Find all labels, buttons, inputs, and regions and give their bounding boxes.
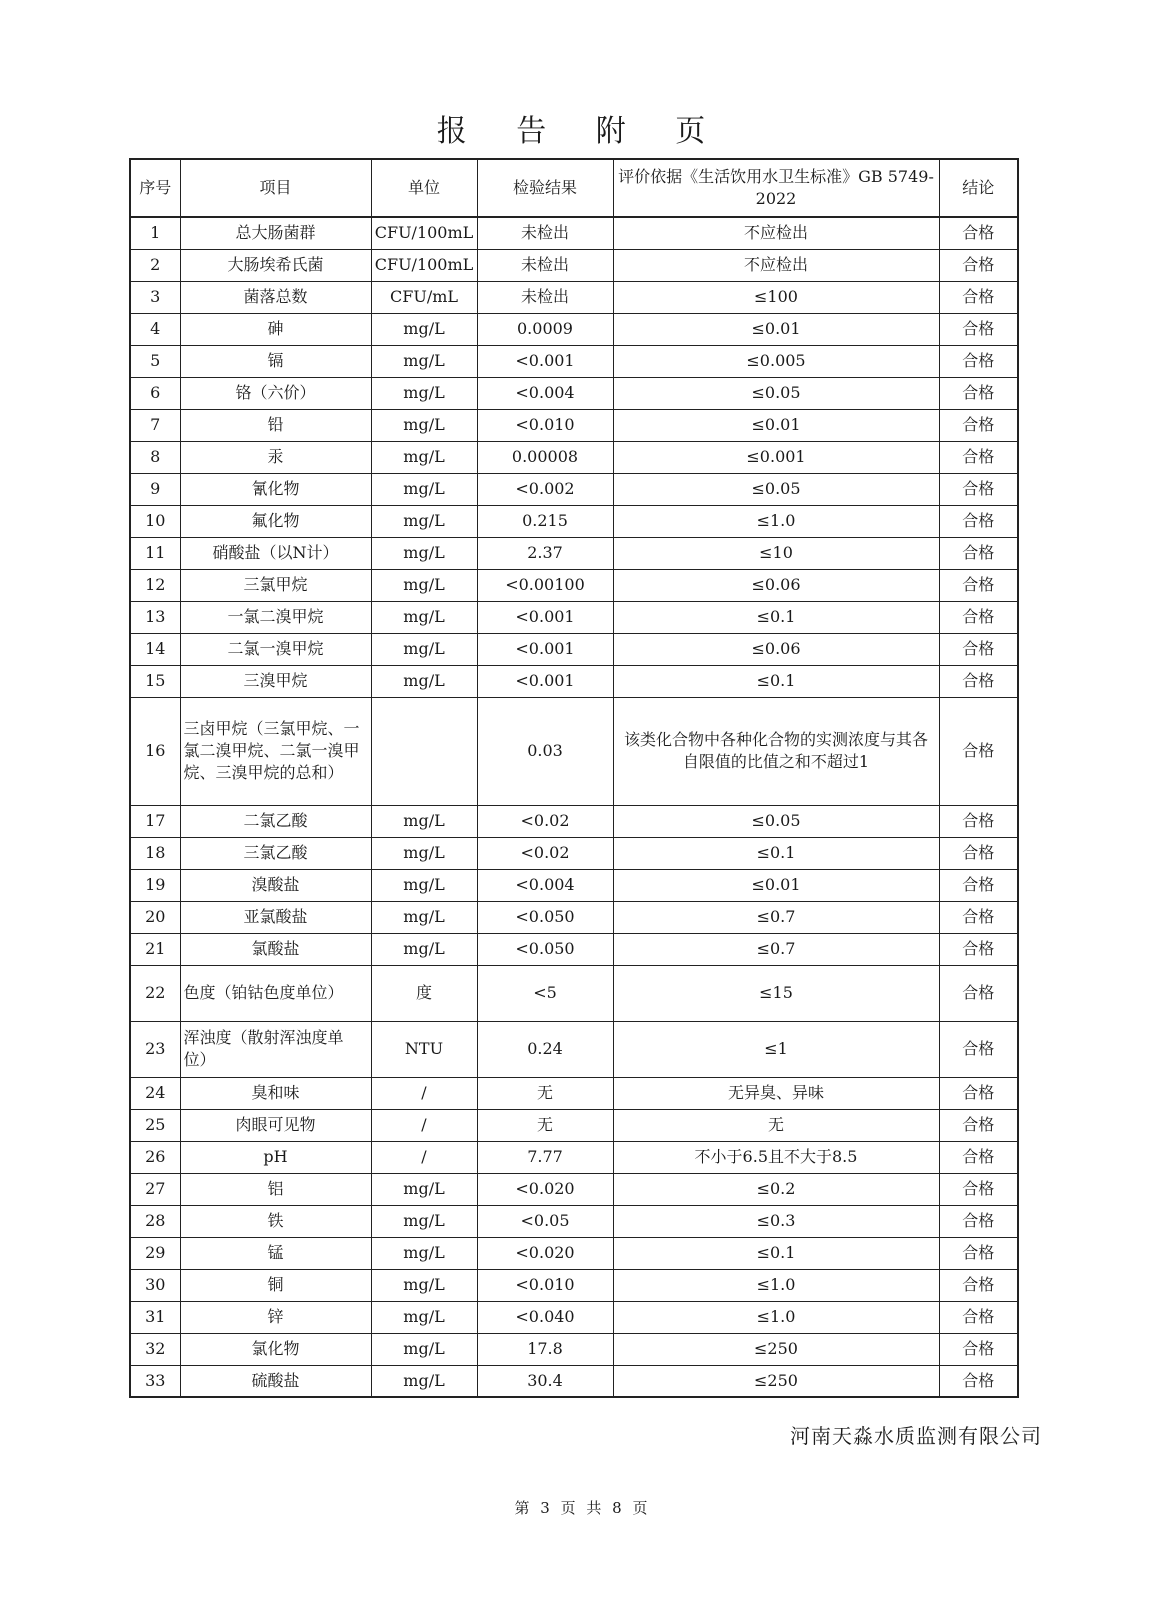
cell-unit: 度 xyxy=(371,965,477,1021)
cell-result: <0.050 xyxy=(477,901,613,933)
cell-no: 15 xyxy=(130,665,180,697)
cell-no: 24 xyxy=(130,1077,180,1109)
cell-standard: ≤10 xyxy=(613,537,939,569)
table-row xyxy=(130,1365,1018,1397)
cell-result: <0.02 xyxy=(477,805,613,837)
cell-standard: ≤100 xyxy=(613,281,939,313)
page-title: 报 告 附 页 xyxy=(436,114,726,149)
cell-result: 0.215 xyxy=(477,505,613,537)
cell-item: 三卤甲烷（三氯甲烷、一氯二溴甲烷、二氯一溴甲烷、三溴甲烷的总和） xyxy=(180,697,371,805)
cell-no: 20 xyxy=(130,901,180,933)
cell-conclusion: 合格 xyxy=(939,901,1018,933)
cell-result: 未检出 xyxy=(477,281,613,313)
cell-no: 7 xyxy=(130,409,180,441)
table-row xyxy=(130,805,1018,837)
cell-unit: mg/L xyxy=(371,1301,477,1333)
cell-conclusion: 合格 xyxy=(939,697,1018,805)
cell-result: 0.03 xyxy=(477,697,613,805)
cell-item: 臭和味 xyxy=(180,1077,371,1109)
cell-standard: ≤250 xyxy=(613,1333,939,1365)
table-row xyxy=(130,217,1018,249)
table-row xyxy=(130,1173,1018,1205)
cell-no: 1 xyxy=(130,217,180,249)
cell-item: 汞 xyxy=(180,441,371,473)
cell-standard: ≤1.0 xyxy=(613,1301,939,1333)
company-name: 河南天淼水质监测有限公司 xyxy=(790,1424,1042,1448)
cell-standard: 不小于6.5且不大于8.5 xyxy=(613,1141,939,1173)
cell-conclusion: 合格 xyxy=(939,965,1018,1021)
cell-conclusion: 合格 xyxy=(939,1365,1018,1397)
cell-result: 0.0009 xyxy=(477,313,613,345)
cell-no: 2 xyxy=(130,249,180,281)
table-row xyxy=(130,965,1018,1021)
cell-unit: mg/L xyxy=(371,601,477,633)
cell-standard: ≤15 xyxy=(613,965,939,1021)
cell-standard: ≤0.7 xyxy=(613,901,939,933)
cell-unit: mg/L xyxy=(371,345,477,377)
cell-item: 色度（铂钴色度单位） xyxy=(180,965,371,1021)
table-row xyxy=(130,473,1018,505)
cell-item: 硫酸盐 xyxy=(180,1365,371,1397)
cell-no: 12 xyxy=(130,569,180,601)
cell-no: 6 xyxy=(130,377,180,409)
cell-item: 氰化物 xyxy=(180,473,371,505)
cell-item: 亚氯酸盐 xyxy=(180,901,371,933)
header-standard: 评价依据《生活饮用水卫生标准》GB 5749-2022 xyxy=(613,159,939,217)
cell-standard: ≤0.1 xyxy=(613,665,939,697)
cell-standard: ≤0.01 xyxy=(613,313,939,345)
cell-no: 26 xyxy=(130,1141,180,1173)
cell-conclusion: 合格 xyxy=(939,569,1018,601)
table-row xyxy=(130,1021,1018,1077)
cell-conclusion: 合格 xyxy=(939,633,1018,665)
cell-item: 浑浊度（散射浑浊度单位） xyxy=(180,1021,371,1077)
cell-standard: 该类化合物中各种化合物的实测浓度与其各自限值的比值之和不超过1 xyxy=(613,697,939,805)
cell-unit: mg/L xyxy=(371,1237,477,1269)
cell-standard: ≤0.001 xyxy=(613,441,939,473)
cell-item: 总大肠菌群 xyxy=(180,217,371,249)
cell-result: <0.020 xyxy=(477,1173,613,1205)
cell-no: 29 xyxy=(130,1237,180,1269)
table-row xyxy=(130,345,1018,377)
cell-result: <0.001 xyxy=(477,665,613,697)
cell-item: 硝酸盐（以N计） xyxy=(180,537,371,569)
cell-unit: mg/L xyxy=(371,633,477,665)
cell-unit: mg/L xyxy=(371,505,477,537)
cell-unit: mg/L xyxy=(371,869,477,901)
cell-standard: ≤0.1 xyxy=(613,837,939,869)
cell-standard: ≤1.0 xyxy=(613,505,939,537)
cell-item: 锌 xyxy=(180,1301,371,1333)
cell-unit: CFU/100mL xyxy=(371,217,477,249)
cell-no: 17 xyxy=(130,805,180,837)
cell-conclusion: 合格 xyxy=(939,1141,1018,1173)
cell-no: 27 xyxy=(130,1173,180,1205)
table-row xyxy=(130,1269,1018,1301)
cell-no: 23 xyxy=(130,1021,180,1077)
cell-standard: ≤0.06 xyxy=(613,633,939,665)
cell-conclusion: 合格 xyxy=(939,249,1018,281)
cell-no: 8 xyxy=(130,441,180,473)
cell-conclusion: 合格 xyxy=(939,1269,1018,1301)
cell-standard: ≤0.06 xyxy=(613,569,939,601)
cell-no: 4 xyxy=(130,313,180,345)
cell-conclusion: 合格 xyxy=(939,217,1018,249)
cell-no: 10 xyxy=(130,505,180,537)
cell-unit: mg/L xyxy=(371,537,477,569)
table-row xyxy=(130,409,1018,441)
cell-conclusion: 合格 xyxy=(939,1077,1018,1109)
table-row xyxy=(130,601,1018,633)
cell-result: <0.050 xyxy=(477,933,613,965)
cell-standard: ≤0.005 xyxy=(613,345,939,377)
cell-item: pH xyxy=(180,1141,371,1173)
cell-result: 17.8 xyxy=(477,1333,613,1365)
cell-conclusion: 合格 xyxy=(939,869,1018,901)
cell-conclusion: 合格 xyxy=(939,409,1018,441)
cell-conclusion: 合格 xyxy=(939,377,1018,409)
table-row xyxy=(130,1333,1018,1365)
cell-conclusion: 合格 xyxy=(939,441,1018,473)
cell-item: 铅 xyxy=(180,409,371,441)
cell-conclusion: 合格 xyxy=(939,805,1018,837)
cell-standard: ≤0.2 xyxy=(613,1173,939,1205)
cell-conclusion: 合格 xyxy=(939,505,1018,537)
cell-unit: / xyxy=(371,1109,477,1141)
cell-result: 无 xyxy=(477,1077,613,1109)
cell-conclusion: 合格 xyxy=(939,1021,1018,1077)
cell-standard: 无异臭、异味 xyxy=(613,1077,939,1109)
cell-result: 未检出 xyxy=(477,249,613,281)
cell-standard: ≤0.3 xyxy=(613,1205,939,1237)
cell-item: 氟化物 xyxy=(180,505,371,537)
cell-conclusion: 合格 xyxy=(939,665,1018,697)
cell-conclusion: 合格 xyxy=(939,1333,1018,1365)
cell-item: 铝 xyxy=(180,1173,371,1205)
cell-unit: mg/L xyxy=(371,473,477,505)
cell-result: <0.040 xyxy=(477,1301,613,1333)
cell-standard: ≤250 xyxy=(613,1365,939,1397)
cell-unit: mg/L xyxy=(371,1173,477,1205)
cell-no: 9 xyxy=(130,473,180,505)
cell-result: 2.37 xyxy=(477,537,613,569)
table-row xyxy=(130,697,1018,805)
cell-no: 18 xyxy=(130,837,180,869)
cell-result: 7.77 xyxy=(477,1141,613,1173)
table-row xyxy=(130,1141,1018,1173)
header-unit: 单位 xyxy=(371,159,477,217)
cell-item: 三氯甲烷 xyxy=(180,569,371,601)
cell-conclusion: 合格 xyxy=(939,473,1018,505)
table-row xyxy=(130,313,1018,345)
results-table xyxy=(129,158,1019,1398)
cell-conclusion: 合格 xyxy=(939,837,1018,869)
cell-unit: CFU/100mL xyxy=(371,249,477,281)
cell-no: 3 xyxy=(130,281,180,313)
cell-result: <0.004 xyxy=(477,869,613,901)
cell-no: 28 xyxy=(130,1205,180,1237)
table-row xyxy=(130,869,1018,901)
header-item: 项目 xyxy=(180,159,371,217)
cell-item: 二氯乙酸 xyxy=(180,805,371,837)
table-row xyxy=(130,569,1018,601)
cell-item: 铁 xyxy=(180,1205,371,1237)
cell-result: <0.001 xyxy=(477,601,613,633)
table-row xyxy=(130,633,1018,665)
cell-conclusion: 合格 xyxy=(939,345,1018,377)
cell-item: 镉 xyxy=(180,345,371,377)
cell-unit: NTU xyxy=(371,1021,477,1077)
cell-unit: mg/L xyxy=(371,1269,477,1301)
cell-result: <0.004 xyxy=(477,377,613,409)
cell-standard: 无 xyxy=(613,1109,939,1141)
cell-unit: mg/L xyxy=(371,441,477,473)
cell-standard: ≤0.01 xyxy=(613,409,939,441)
cell-unit: mg/L xyxy=(371,805,477,837)
cell-result: 0.00008 xyxy=(477,441,613,473)
cell-unit: mg/L xyxy=(371,313,477,345)
cell-item: 大肠埃希氏菌 xyxy=(180,249,371,281)
cell-no: 33 xyxy=(130,1365,180,1397)
cell-standard: ≤1 xyxy=(613,1021,939,1077)
cell-standard: ≤0.7 xyxy=(613,933,939,965)
cell-unit: / xyxy=(371,1141,477,1173)
cell-item: 砷 xyxy=(180,313,371,345)
cell-conclusion: 合格 xyxy=(939,1301,1018,1333)
cell-result: <5 xyxy=(477,965,613,1021)
cell-conclusion: 合格 xyxy=(939,537,1018,569)
cell-item: 三氯乙酸 xyxy=(180,837,371,869)
cell-unit: mg/L xyxy=(371,377,477,409)
cell-no: 31 xyxy=(130,1301,180,1333)
cell-item: 氯酸盐 xyxy=(180,933,371,965)
cell-unit: mg/L xyxy=(371,1365,477,1397)
cell-result: 无 xyxy=(477,1109,613,1141)
table-row xyxy=(130,249,1018,281)
cell-item: 锰 xyxy=(180,1237,371,1269)
cell-conclusion: 合格 xyxy=(939,601,1018,633)
cell-item: 氯化物 xyxy=(180,1333,371,1365)
cell-item: 溴酸盐 xyxy=(180,869,371,901)
cell-result: 未检出 xyxy=(477,217,613,249)
cell-unit: mg/L xyxy=(371,665,477,697)
cell-no: 30 xyxy=(130,1269,180,1301)
table-row xyxy=(130,1109,1018,1141)
cell-unit xyxy=(371,697,477,805)
cell-unit: mg/L xyxy=(371,933,477,965)
cell-result: <0.002 xyxy=(477,473,613,505)
cell-item: 铜 xyxy=(180,1269,371,1301)
cell-no: 11 xyxy=(130,537,180,569)
cell-unit: mg/L xyxy=(371,1333,477,1365)
cell-result: <0.010 xyxy=(477,409,613,441)
table-row xyxy=(130,1205,1018,1237)
cell-conclusion: 合格 xyxy=(939,1109,1018,1141)
cell-unit: mg/L xyxy=(371,901,477,933)
cell-result: <0.02 xyxy=(477,837,613,869)
cell-unit: mg/L xyxy=(371,837,477,869)
header-no: 序号 xyxy=(130,159,180,217)
cell-result: 0.24 xyxy=(477,1021,613,1077)
cell-item: 二氯一溴甲烷 xyxy=(180,633,371,665)
cell-result: <0.010 xyxy=(477,1269,613,1301)
cell-result: <0.020 xyxy=(477,1237,613,1269)
cell-no: 21 xyxy=(130,933,180,965)
cell-unit: mg/L xyxy=(371,1205,477,1237)
table-row xyxy=(130,901,1018,933)
table-row xyxy=(130,1301,1018,1333)
cell-item: 肉眼可见物 xyxy=(180,1109,371,1141)
cell-conclusion: 合格 xyxy=(939,933,1018,965)
table-row xyxy=(130,505,1018,537)
table-row xyxy=(130,837,1018,869)
header-conclusion: 结论 xyxy=(939,159,1018,217)
cell-unit: mg/L xyxy=(371,569,477,601)
cell-no: 14 xyxy=(130,633,180,665)
cell-result: <0.001 xyxy=(477,345,613,377)
cell-standard: ≤0.01 xyxy=(613,869,939,901)
cell-no: 19 xyxy=(130,869,180,901)
cell-standard: ≤0.05 xyxy=(613,473,939,505)
cell-result: <0.05 xyxy=(477,1205,613,1237)
cell-standard: ≤0.1 xyxy=(613,601,939,633)
cell-no: 13 xyxy=(130,601,180,633)
table-row xyxy=(130,933,1018,965)
cell-no: 25 xyxy=(130,1109,180,1141)
cell-conclusion: 合格 xyxy=(939,313,1018,345)
table-row xyxy=(130,441,1018,473)
page-number: 第 3 页 共 8 页 xyxy=(514,1499,648,1517)
cell-conclusion: 合格 xyxy=(939,1237,1018,1269)
cell-item: 一氯二溴甲烷 xyxy=(180,601,371,633)
table-row xyxy=(130,665,1018,697)
table-row xyxy=(130,377,1018,409)
header-result: 检验结果 xyxy=(477,159,613,217)
cell-no: 16 xyxy=(130,697,180,805)
cell-item: 铬（六价） xyxy=(180,377,371,409)
cell-no: 22 xyxy=(130,965,180,1021)
cell-result: <0.00100 xyxy=(477,569,613,601)
cell-standard: ≤0.1 xyxy=(613,1237,939,1269)
cell-item: 菌落总数 xyxy=(180,281,371,313)
cell-no: 32 xyxy=(130,1333,180,1365)
cell-conclusion: 合格 xyxy=(939,1205,1018,1237)
table-row xyxy=(130,1077,1018,1109)
cell-item: 三溴甲烷 xyxy=(180,665,371,697)
cell-unit: / xyxy=(371,1077,477,1109)
cell-standard: ≤0.05 xyxy=(613,377,939,409)
table-row xyxy=(130,281,1018,313)
cell-standard: ≤1.0 xyxy=(613,1269,939,1301)
cell-result: <0.001 xyxy=(477,633,613,665)
cell-unit: mg/L xyxy=(371,409,477,441)
table-row xyxy=(130,537,1018,569)
cell-conclusion: 合格 xyxy=(939,1173,1018,1205)
cell-no: 5 xyxy=(130,345,180,377)
cell-standard: 不应检出 xyxy=(613,249,939,281)
table-row xyxy=(130,1237,1018,1269)
table-header-row xyxy=(130,159,1018,217)
cell-result: 30.4 xyxy=(477,1365,613,1397)
cell-unit: CFU/mL xyxy=(371,281,477,313)
cell-standard: ≤0.05 xyxy=(613,805,939,837)
cell-standard: 不应检出 xyxy=(613,217,939,249)
cell-conclusion: 合格 xyxy=(939,281,1018,313)
